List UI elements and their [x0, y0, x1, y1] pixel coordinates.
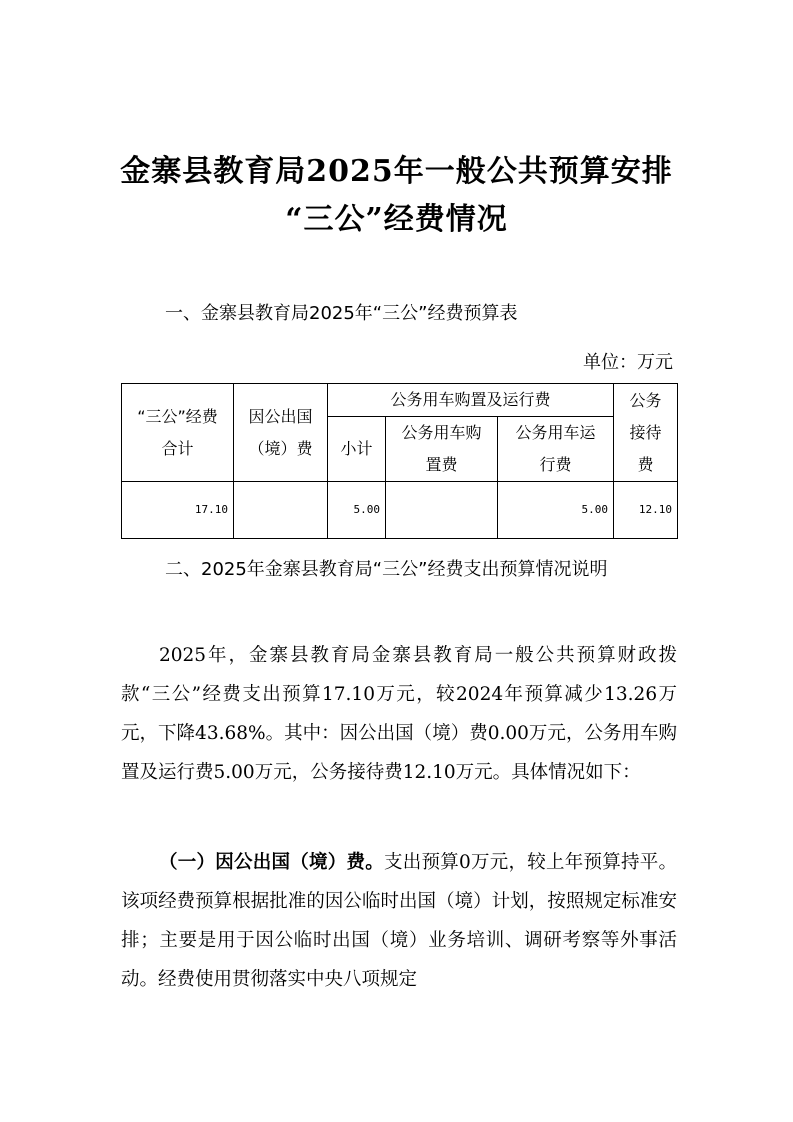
header-reception: 公务接待费: [614, 384, 678, 482]
table-row: [122, 482, 678, 539]
header-abroad: 因公出国（境）费: [234, 384, 328, 482]
paragraph-summary: 2025年，金寨县教育局金寨县教育局一般公共预算财政拨款“三公”经费支出预算17.10万元，较2024年预算减少13.26万元，下降43.68%。其中：因公出国（境）费0.00万元，公务用车购置及运行费5.00万元，公务接待费12.10万元。具体情况如下：: [121, 645, 677, 783]
paragraph-abroad-lead: （一）因公出国（境）费。: [159, 852, 384, 873]
header-subtotal: 小计: [328, 417, 386, 482]
unit-label: 单位：万元: [583, 352, 673, 373]
header-vehicle-group: 公务用车购置及运行费: [328, 384, 614, 417]
section2-heading: 二、2025年金寨县教育局“三公”经费支出预算情况说明: [165, 559, 608, 580]
paragraph-abroad: [121, 843, 677, 999]
document-title-line2: “三公”经费情况: [285, 202, 508, 237]
cell-reception: 12.10: [614, 482, 678, 539]
cell-total: 17.10: [122, 482, 234, 539]
cell-subtotal: 5.00: [328, 482, 386, 539]
budget-table: [121, 383, 678, 539]
section1-heading: 一、金寨县教育局2025年“三公”经费预算表: [165, 303, 518, 324]
header-operation: 公务用车运行费: [498, 417, 614, 482]
cell-operation: 5.00: [498, 482, 614, 539]
header-total: “三公”经费合计: [122, 384, 234, 482]
document-title-line1: 金寨县教育局2025年一般公共预算安排: [120, 154, 673, 189]
paragraph-abroad-body: 支出预算0万元，较上年预算持平。该项经费预算根据批准的因公临时出国（境）计划，按照规定标准安排；主要是用于因公临时出国（境）业务培训、调研考察等外事活动。经费使用贯彻落实中央八项规定: [121, 852, 677, 990]
header-purchase: 公务用车购置费: [386, 417, 498, 482]
cell-abroad: [234, 482, 328, 539]
table-header-row-1: [122, 384, 678, 417]
cell-purchase: [386, 482, 498, 539]
